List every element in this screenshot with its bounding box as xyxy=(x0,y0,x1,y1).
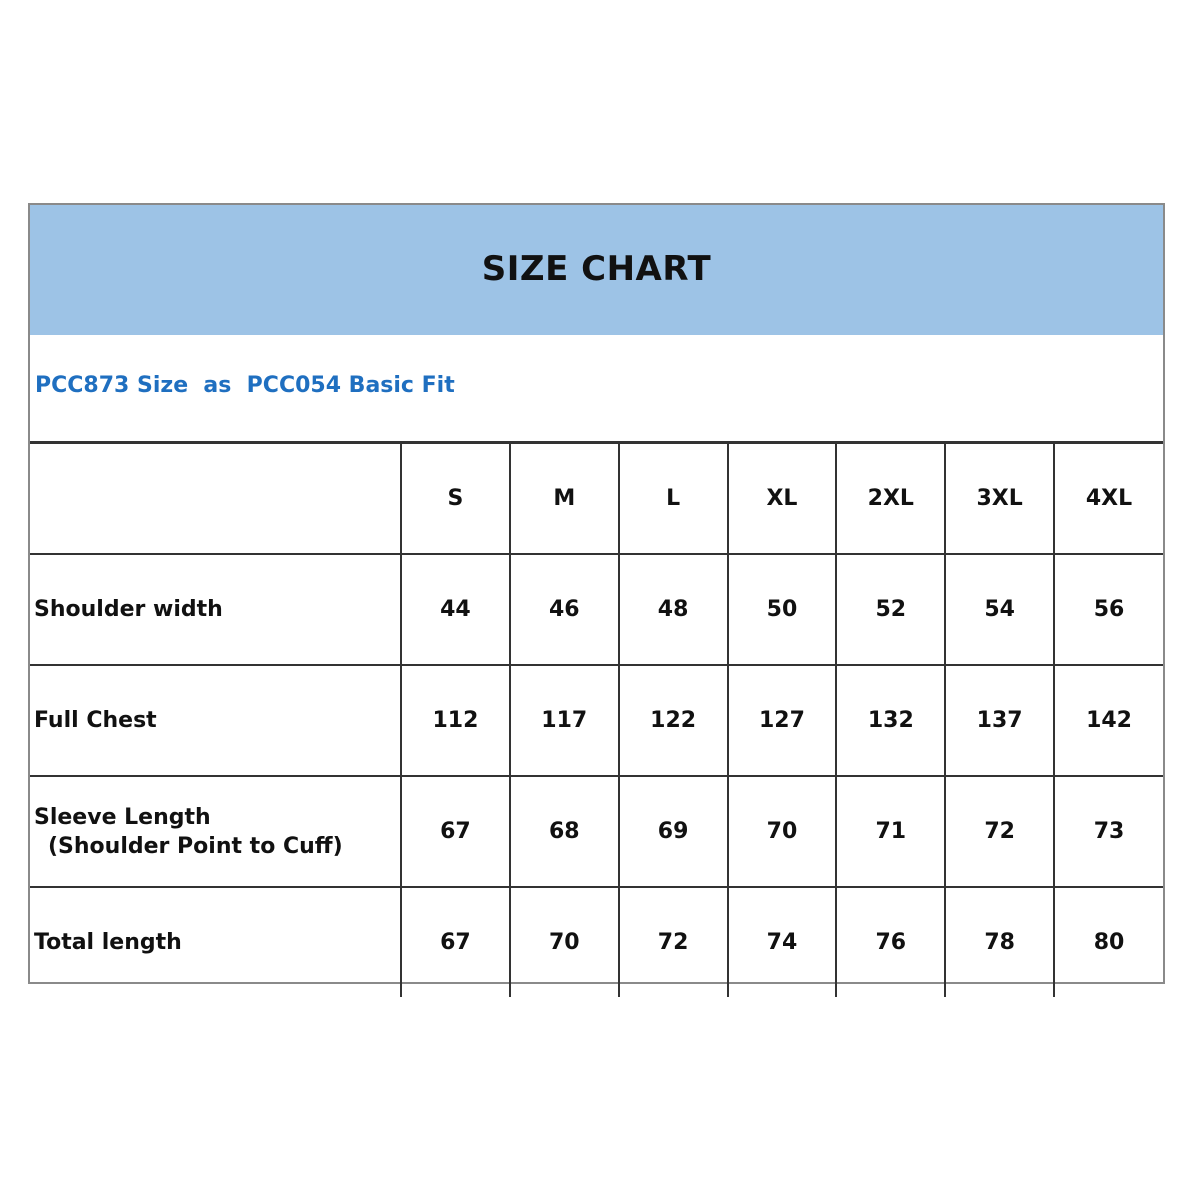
value-cell: 54 xyxy=(945,554,1054,665)
value-cell: 137 xyxy=(945,665,1054,776)
value-cell: 72 xyxy=(945,776,1054,887)
size-header-cell: L xyxy=(619,443,728,555)
value-cell: 142 xyxy=(1054,665,1163,776)
chart-header xyxy=(30,205,1163,335)
value-cell: 78 xyxy=(945,887,1054,997)
size-chart xyxy=(28,203,1165,984)
value-cell: 127 xyxy=(728,665,837,776)
row-label: Sleeve Length xyxy=(34,804,211,830)
value-cell: 122 xyxy=(619,665,728,776)
size-table xyxy=(30,441,1163,997)
value-cell: 68 xyxy=(510,776,619,887)
row-label: Total length xyxy=(30,887,401,997)
row-label-cell xyxy=(30,776,401,887)
size-header-cell: M xyxy=(510,443,619,555)
value-cell: 71 xyxy=(836,776,945,887)
size-header-cell: 2XL xyxy=(836,443,945,555)
size-header-cell: 3XL xyxy=(945,443,1054,555)
size-header-cell: XL xyxy=(728,443,837,555)
value-cell: 67 xyxy=(401,776,510,887)
row-label: Shoulder width xyxy=(30,554,401,665)
value-cell: 44 xyxy=(401,554,510,665)
table-row xyxy=(30,887,1163,997)
size-header-cell: 4XL xyxy=(1054,443,1163,555)
chart-subtitle: PCC873 Size as PCC054 Basic Fit xyxy=(35,373,455,398)
value-cell: 70 xyxy=(510,887,619,997)
value-cell: 52 xyxy=(836,554,945,665)
value-cell: 46 xyxy=(510,554,619,665)
value-cell: 69 xyxy=(619,776,728,887)
value-cell: 50 xyxy=(728,554,837,665)
table-row xyxy=(30,665,1163,776)
value-cell: 132 xyxy=(836,665,945,776)
corner-cell xyxy=(30,443,401,555)
row-label: Full Chest xyxy=(30,665,401,776)
value-cell: 72 xyxy=(619,887,728,997)
value-cell: 70 xyxy=(728,776,837,887)
value-cell: 67 xyxy=(401,887,510,997)
value-cell: 112 xyxy=(401,665,510,776)
value-cell: 73 xyxy=(1054,776,1163,887)
value-cell: 74 xyxy=(728,887,837,997)
value-cell: 56 xyxy=(1054,554,1163,665)
value-cell: 76 xyxy=(836,887,945,997)
size-header-row xyxy=(30,443,1163,555)
row-sublabel: (Shoulder Point to Cuff) xyxy=(48,833,343,859)
value-cell: 117 xyxy=(510,665,619,776)
table-row xyxy=(30,776,1163,887)
size-header-cell: S xyxy=(401,443,510,555)
table-row xyxy=(30,554,1163,665)
value-cell: 80 xyxy=(1054,887,1163,997)
chart-title: SIZE CHART xyxy=(481,249,712,289)
value-cell: 48 xyxy=(619,554,728,665)
